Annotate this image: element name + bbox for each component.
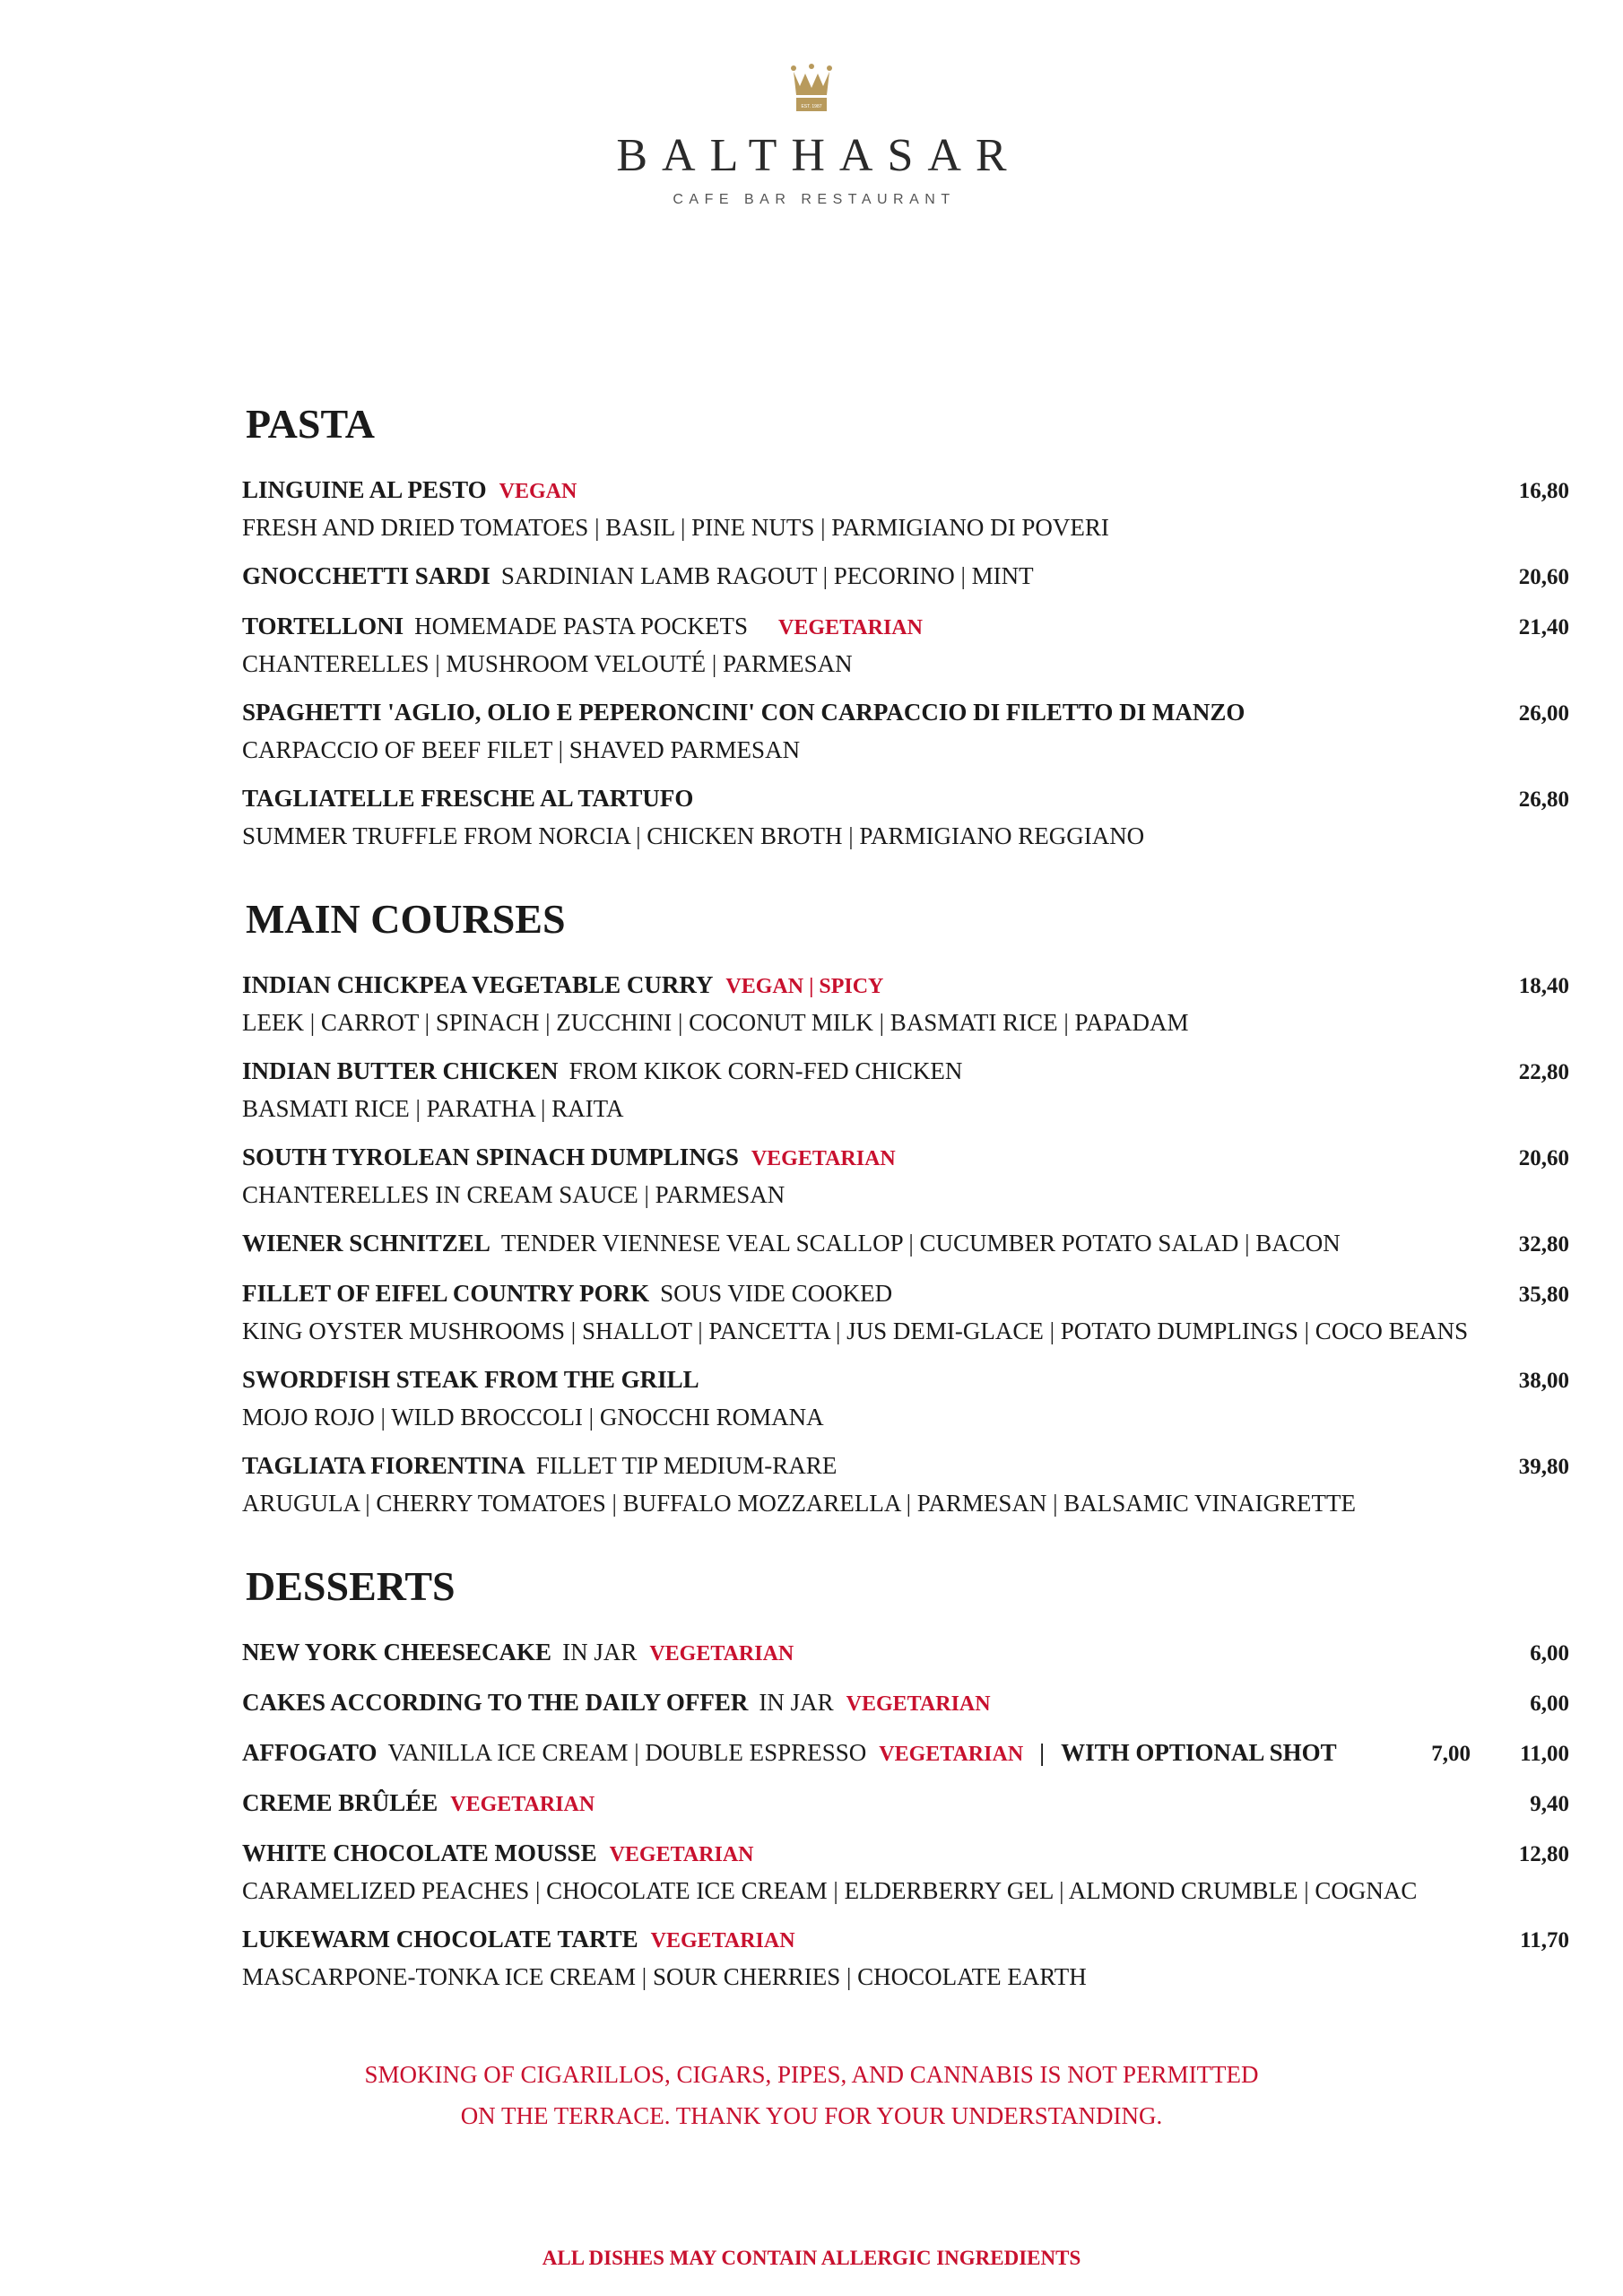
section-desserts (242, 1563, 1569, 1995)
item-row (242, 1361, 1569, 1399)
item-price: 26,80 (1518, 787, 1569, 812)
item-name: CAKES ACCORDING TO THE DAILY OFFER (242, 1689, 749, 1716)
item-row (242, 780, 1569, 818)
item-row (242, 1785, 1569, 1822)
item-price: 11,00 (1520, 1742, 1569, 1766)
notice-line: ON THE TERRACE. THANK YOU FOR YOUR UNDERSTANDING. (460, 2102, 1163, 2129)
svg-text:EST. 1987: EST. 1987 (801, 104, 822, 109)
item-row (242, 608, 1569, 646)
item-description: HOMEMADE PASTA POCKETS (414, 613, 749, 639)
item-price: 22,80 (1518, 1060, 1569, 1084)
item-name: NEW YORK CHEESECAKE (242, 1639, 552, 1665)
item-ingredients: CARAMELIZED PEACHES | CHOCOLATE ICE CREAM | ELDERBERRY GEL | ALMOND CRUMBLE | COGNAC (242, 1877, 1418, 1904)
section-pasta (242, 401, 1569, 854)
menu-item (242, 1361, 1569, 1435)
diet-tag: VEGETARIAN (879, 1743, 1024, 1766)
item-name: WHITE CHOCOLATE MOUSSE (242, 1839, 597, 1866)
item-price: 35,80 (1518, 1283, 1569, 1307)
item-row (242, 558, 1569, 596)
item-price: 12,80 (1518, 1842, 1569, 1866)
notice-line: SMOKING OF CIGARILLOS, CIGARS, PIPES, AND CANNABIS IS NOT PERMITTED (364, 2061, 1259, 2088)
item-ingredients: KING OYSTER MUSHROOMS | SHALLOT | PANCETTA | JUS DEMI-GLACE | POTATO DUMPLINGS | COCO BEANS (242, 1318, 1469, 1344)
item-row (242, 1735, 1569, 1772)
item-row (242, 472, 1569, 509)
item-ingredients: MASCARPONE-TONKA ICE CREAM | SOUR CHERRIES | CHOCOLATE EARTH (242, 1963, 1087, 1990)
item-price: 6,00 (1530, 1692, 1569, 1716)
item-row (242, 1634, 1569, 1672)
item-ingredients: CHANTERELLES IN CREAM SAUCE | PARMESAN (242, 1181, 785, 1208)
item-row (242, 1921, 1569, 1959)
item-list (242, 1634, 1569, 1995)
item-description: IN JAR (562, 1639, 638, 1665)
item-description: SOUS VIDE COOKED (660, 1280, 893, 1307)
item-description: VANILLA ICE CREAM | DOUBLE ESPRESSO (387, 1739, 867, 1766)
brand-name: BALTHASAR (616, 130, 1021, 181)
allergy-notice: ALL DISHES MAY CONTAIN ALLERGIC INGREDIENTS (542, 2247, 1081, 2269)
item-ingredients: MOJO ROJO | WILD BROCCOLI | GNOCCHI ROMANA (242, 1404, 824, 1431)
item-name: FILLET OF EIFEL COUNTRY PORK (242, 1280, 650, 1307)
menu-item (242, 472, 1569, 545)
diet-tag: VEGAN | SPICY (725, 975, 884, 998)
diet-tag: VEGAN (499, 480, 577, 503)
item-ingredients: LEEK | CARROT | SPINACH | ZUCCHINI | COCONUT MILK | BASMATI RICE | PAPADAM (242, 1009, 1189, 1036)
menu-item (242, 1634, 1569, 1672)
item-description: FILLET TIP MEDIUM-RARE (535, 1452, 838, 1479)
item-price: 21,40 (1518, 615, 1569, 639)
diet-tag: VEGETARIAN (751, 1147, 896, 1170)
item-price: 39,80 (1518, 1455, 1569, 1479)
item-price: 18,40 (1518, 974, 1569, 998)
smoking-notice (0, 2054, 1623, 2136)
item-price: 6,00 (1530, 1641, 1569, 1665)
item-ingredients: FRESH AND DRIED TOMATOES | BASIL | PINE NUTS | PARMIGIANO DI POVERI (242, 514, 1109, 541)
item-row (242, 1684, 1569, 1722)
item-name: LINGUINE AL PESTO (242, 476, 487, 503)
item-price: 9,40 (1530, 1792, 1569, 1816)
menu-item (242, 780, 1569, 854)
item-name: CREME BRÛLÉE (242, 1789, 438, 1816)
section-title: PASTA (246, 401, 375, 447)
menu-item (242, 558, 1569, 596)
menu-item (242, 1785, 1569, 1822)
menu-item (242, 1448, 1569, 1521)
menu-item (242, 694, 1569, 768)
menu-item (242, 1225, 1569, 1263)
menu-item (242, 1735, 1569, 1772)
item-name: LUKEWARM CHOCOLATE TARTE (242, 1926, 638, 1952)
item-ingredients: SUMMER TRUFFLE FROM NORCIA | CHICKEN BROTH | PARMIGIANO REGGIANO (242, 822, 1145, 849)
item-price: 32,80 (1518, 1232, 1569, 1257)
brand-tagline: CAFE BAR RESTAURANT (673, 192, 956, 207)
separator: | (1039, 1739, 1046, 1766)
menu-item (242, 1275, 1569, 1349)
menu-item (242, 1684, 1569, 1722)
item-row (242, 1225, 1569, 1263)
diet-tag: VEGETARIAN (846, 1692, 991, 1716)
item-price: 26,00 (1518, 701, 1569, 726)
item-price: 38,00 (1518, 1369, 1569, 1393)
item-name: TAGLIATELLE FRESCHE AL TARTUFO (242, 785, 694, 812)
item-name: INDIAN BUTTER CHICKEN (242, 1057, 559, 1084)
item-list (242, 967, 1569, 1521)
item-row (242, 1139, 1569, 1177)
item-row (242, 967, 1569, 1004)
section-title: MAIN COURSES (246, 896, 566, 942)
item-price: 20,60 (1518, 565, 1569, 589)
menu-item (242, 967, 1569, 1040)
diet-tag: VEGETARIAN (609, 1843, 754, 1866)
item-list (242, 472, 1569, 854)
menu-content (242, 401, 1569, 2039)
item-description: SARDINIAN LAMB RAGOUT | PECORINO | MINT (500, 562, 1034, 589)
item-price: 16,80 (1518, 479, 1569, 503)
item-row (242, 694, 1569, 732)
diet-tag: VEGETARIAN (650, 1929, 795, 1952)
item-name: TAGLIATA FIORENTINA (242, 1452, 525, 1479)
item-name: SPAGHETTI 'AGLIO, OLIO E PEPERONCINI' CON CARPACCIO DI FILETTO DI MANZO (242, 699, 1245, 726)
item-row (242, 1053, 1569, 1091)
item-name: WIENER SCHNITZEL (242, 1230, 490, 1257)
item-row (242, 1835, 1569, 1873)
crown-icon (789, 63, 834, 113)
menu-item (242, 1921, 1569, 1995)
item-price: 11,70 (1520, 1928, 1569, 1952)
item-ingredients: CARPACCIO OF BEEF FILET | SHAVED PARMESAN (242, 736, 801, 763)
item-option: WITH OPTIONAL SHOT (1061, 1739, 1337, 1766)
menu-item (242, 608, 1569, 682)
menu-item (242, 1053, 1569, 1126)
item-description: TENDER VIENNESE VEAL SCALLOP | CUCUMBER POTATO SALAD | BACON (500, 1230, 1341, 1257)
item-ingredients: BASMATI RICE | PARATHA | RAITA (242, 1095, 624, 1122)
section-title: DESSERTS (246, 1563, 456, 1609)
item-name: TORTELLONI (242, 613, 404, 639)
item-price-base: 7,00 (1431, 1742, 1471, 1766)
diet-tag: VEGETARIAN (778, 616, 923, 639)
item-name: SOUTH TYROLEAN SPINACH DUMPLINGS (242, 1144, 739, 1170)
item-description: IN JAR (759, 1689, 834, 1716)
item-ingredients: ARUGULA | CHERRY TOMATOES | BUFFALO MOZZARELLA | PARMESAN | BALSAMIC VINAIGRETTE (242, 1490, 1356, 1517)
menu-item (242, 1139, 1569, 1213)
item-ingredients: CHANTERELLES | MUSHROOM VELOUTÉ | PARMESAN (242, 650, 853, 677)
diet-tag: VEGETARIAN (450, 1793, 595, 1816)
item-name: SWORDFISH STEAK FROM THE GRILL (242, 1366, 699, 1393)
item-name: AFFOGATO (242, 1739, 378, 1766)
menu-header (0, 63, 1623, 208)
item-name: GNOCCHETTI SARDI (242, 562, 490, 589)
section-main-courses (242, 896, 1569, 1521)
item-row (242, 1275, 1569, 1313)
item-description: FROM KIKOK CORN-FED CHICKEN (568, 1057, 963, 1084)
item-name: INDIAN CHICKPEA VEGETABLE CURRY (242, 971, 714, 998)
diet-tag: VEGETARIAN (649, 1642, 794, 1665)
item-price: 20,60 (1518, 1146, 1569, 1170)
menu-item (242, 1835, 1569, 1909)
item-row (242, 1448, 1569, 1485)
